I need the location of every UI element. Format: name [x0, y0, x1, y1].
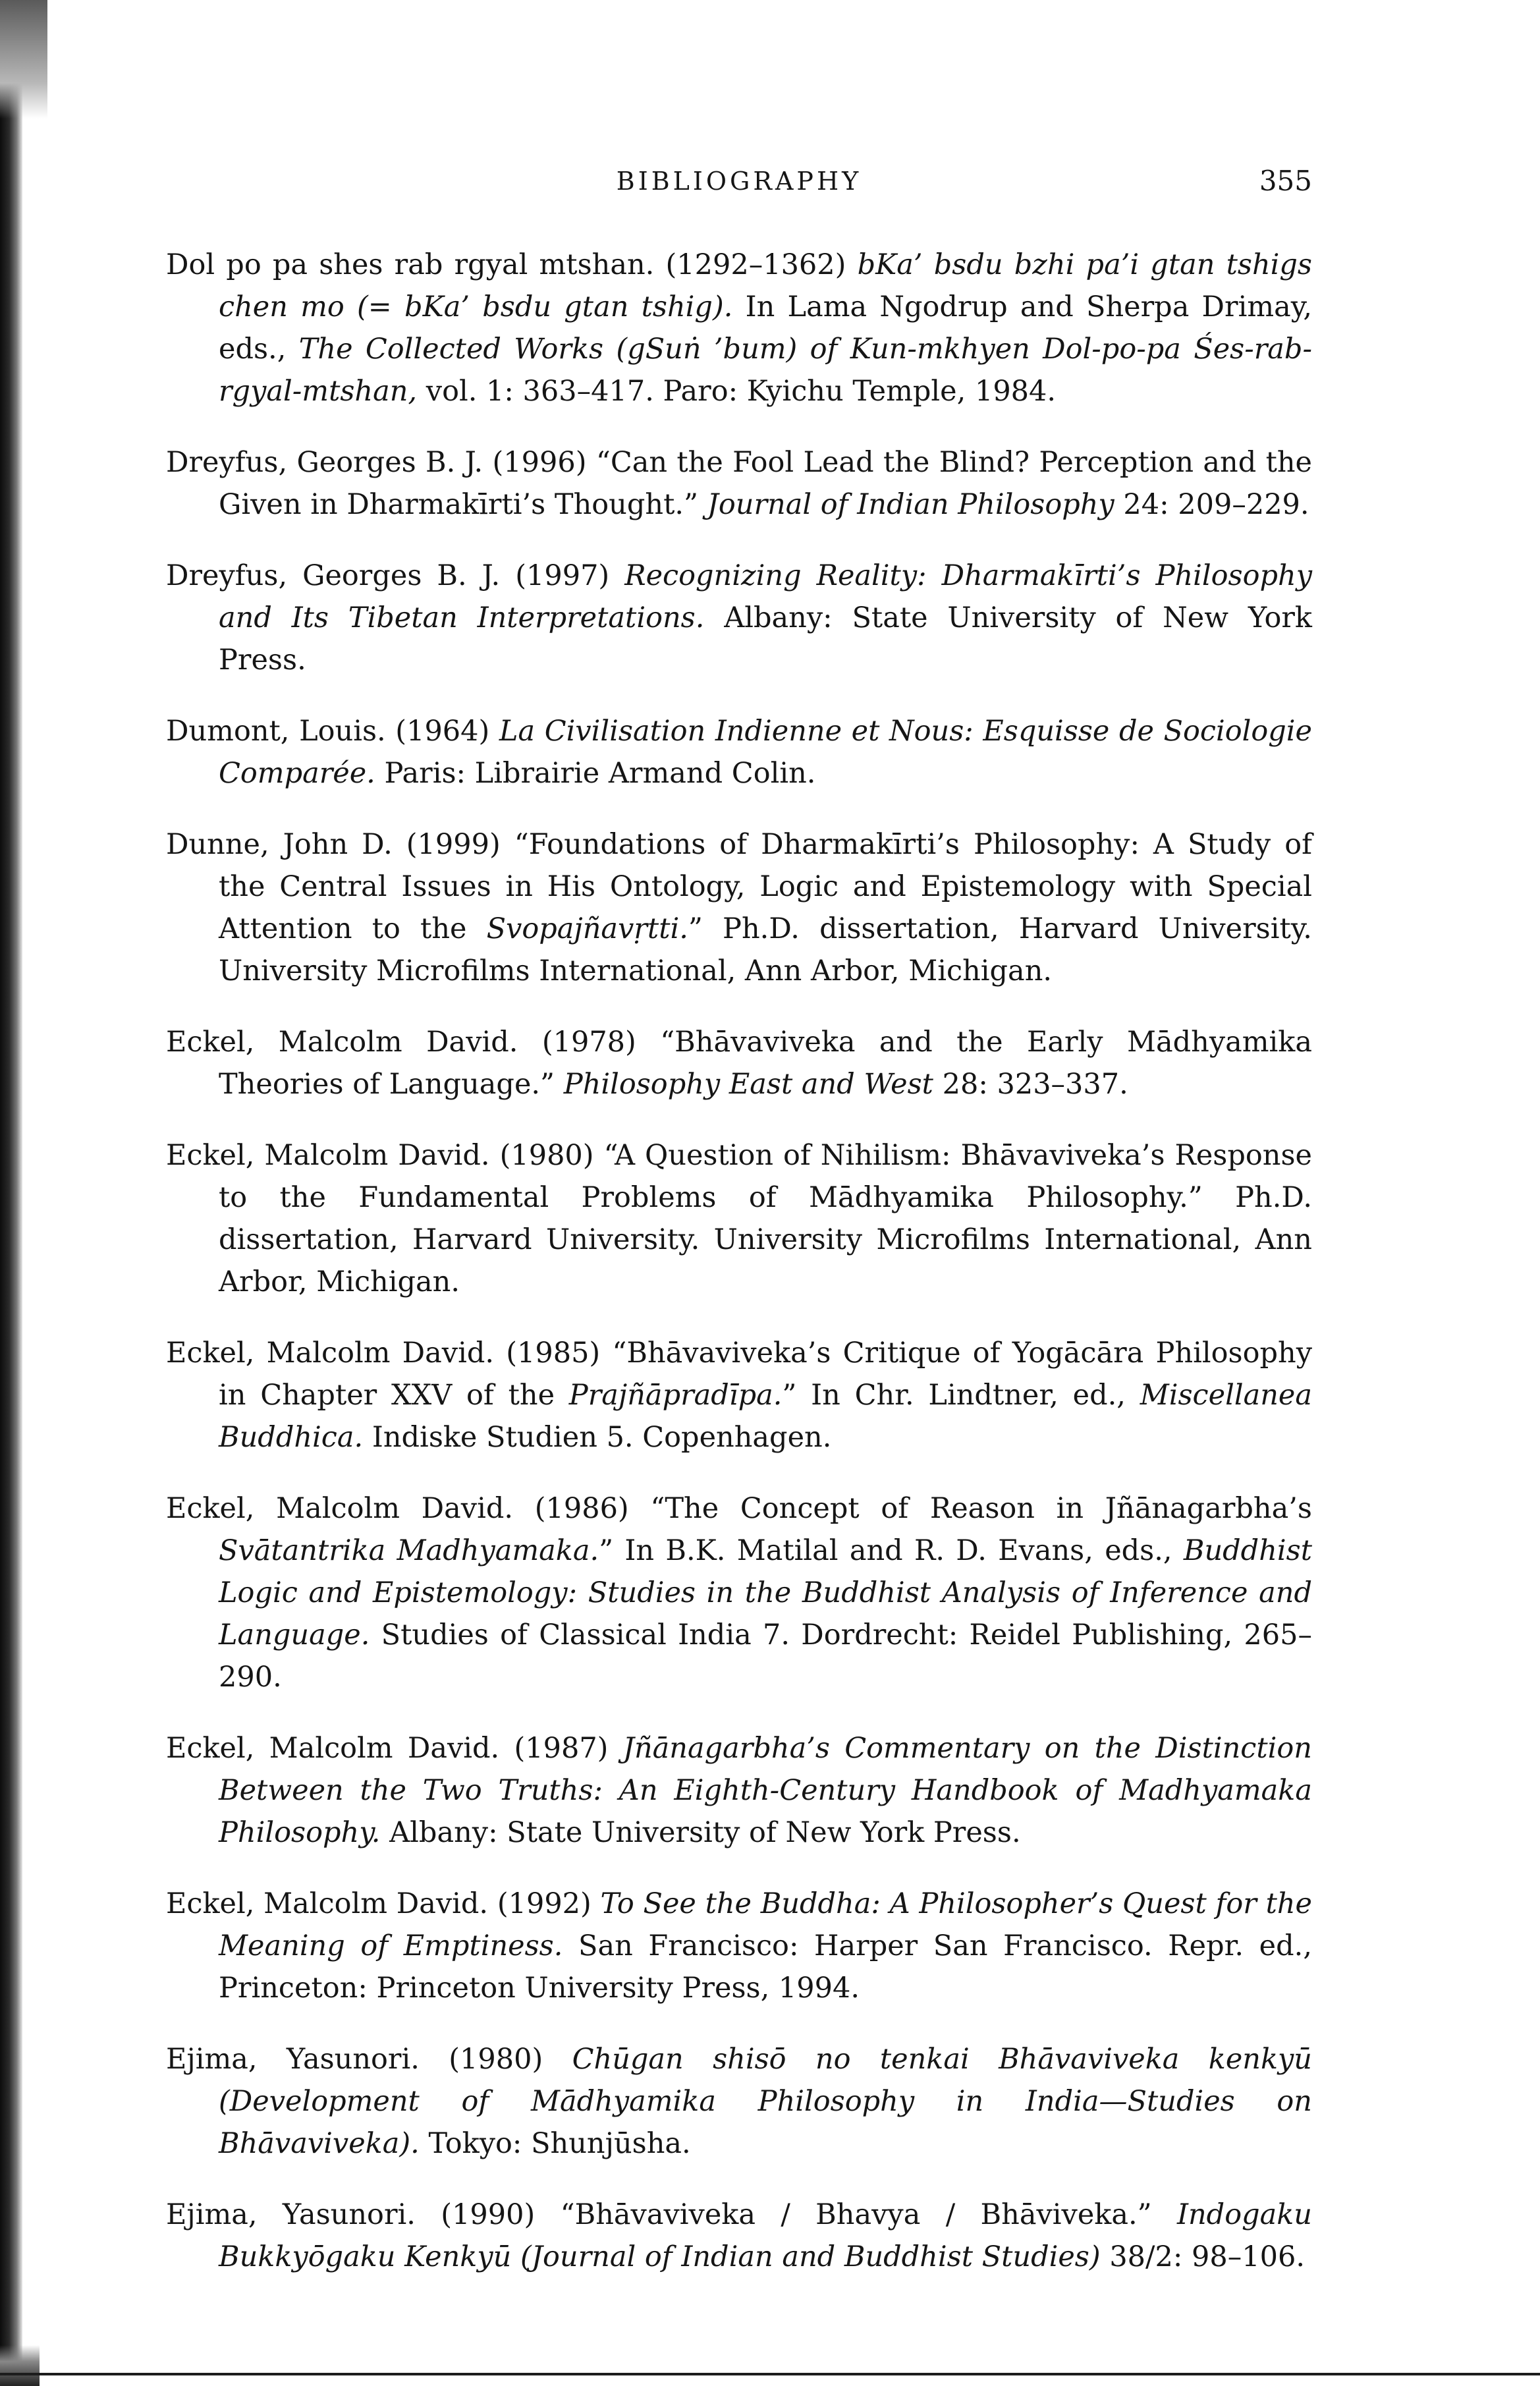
bibliography-list: [166, 244, 1312, 2307]
bibliography-entry: Dunne, John D. (1999) “Foundations of Dharmakīrti’s Philosophy: A Study of the Central Issues in His Ontology, Logic and Epistemology with Special Attention to the Svopajñavṛtti.” Ph.D. dissertation, Harvard University. University Microfilms International, Ann Arbor, Michigan.: [166, 828, 1312, 987]
book-spine-shadow: [0, 0, 22, 2386]
spine-top-scan-shading: [0, 0, 47, 119]
bibliography-entry: Eckel, Malcolm David. (1985) “Bhāvaviveka’s Critique of Yogācāra Philosophy in Chapter XXV of the Prajñāpradīpa.” In Chr. Lindtner, ed., Miscellanea Buddhica. Indiske Studien 5. Copenhagen.: [166, 1337, 1312, 1454]
bibliography-entry: Dumont, Louis. (1964) La Civilisation Indienne et Nous: Esquisse de Sociologie Comparée. Paris: Librairie Armand Colin.: [166, 715, 1312, 790]
bibliography-entry: Eckel, Malcolm David. (1978) “Bhāvaviveka and the Early Mādhyamika Theories of Language.” Philosophy East and West 28: 323–337.: [166, 1026, 1312, 1101]
spine-bottom-scan-shading: [0, 2345, 40, 2386]
running-title: BIBLIOGRAPHY: [616, 167, 862, 196]
bibliography-entry: Dol po pa shes rab rgyal mtshan. (1292–1362) bKa’ bsdu bzhi pa’i gtan tshigs chen mo (= bKa’ bsdu gtan tshig). In Lama Ngodrup and Sherpa Drimay, eds., The Collected Works (gSuṅ ’bum) of Kun-mkhyen Dol-po-pa Śes-rab-rgyal-mtshan, vol. 1: 363–417. Paro: Kyichu Temple, 1984.: [166, 248, 1312, 408]
bibliography-entry: Eckel, Malcolm David. (1992) To See the Buddha: A Philosopher’s Quest for the Meaning of Emptiness. San Francisco: Harper San Francisco. Repr. ed., Princeton: Princeton University Press, 1994.: [166, 1887, 1312, 2005]
scan-bottom-edge: [0, 2373, 1540, 2375]
page-number: 355: [1259, 165, 1312, 197]
bibliography-entry: Eckel, Malcolm David. (1987) Jñānagarbha’s Commentary on the Distinction Between the Two Truths: An Eighth-Century Handbook of Madhyamaka Philosophy. Albany: State University of New York Press.: [166, 1732, 1312, 1849]
bibliography-entry: Ejima, Yasunori. (1980) Chūgan shisō no tenkai Bhāvaviveka kenkyū (Development of Mādhyamika Philosophy in India—Studies on Bhāvaviveka). Tokyo: Shunjūsha.: [166, 2043, 1313, 2160]
bibliography-entry: Ejima, Yasunori. (1990) “Bhāvaviveka / Bhavya / Bhāviveka.” Indogaku Bukkyōgaku Kenkyū (Journal of Indian and Buddhist Studies) 38/2: 98–106.: [166, 2198, 1312, 2273]
running-head: [166, 163, 1312, 200]
bibliography-entry: Dreyfus, Georges B. J. (1997) Recognizing Reality: Dharmakīrti’s Philosophy and Its Tibetan Interpretations. Albany: State University of New York Press.: [166, 559, 1312, 677]
bibliography-entry: Eckel, Malcolm David. (1986) “The Concept of Reason in Jñānagarbha’s Svātantrika Madhyamaka.” In B.K. Matilal and R. D. Evans, eds., Buddhist Logic and Epistemology: Studies in the Buddhist Analysis of Inference and Language. Studies of Classical India 7. Dordrecht: Reidel Publishing, 265–290.: [166, 1492, 1312, 1694]
bibliography-entry: Dreyfus, Georges B. J. (1996) “Can the Fool Lead the Blind? Perception and the Given in Dharmakīrti’s Thought.” Journal of Indian Philosophy 24: 209–229.: [166, 446, 1312, 521]
bibliography-entry: Eckel, Malcolm David. (1980) “A Question of Nihilism: Bhāvaviveka’s Response to the Fundamental Problems of Mādhyamika Philosophy.” Ph.D. dissertation, Harvard University. University Microfilms International, Ann Arbor, Michigan.: [166, 1139, 1312, 1298]
